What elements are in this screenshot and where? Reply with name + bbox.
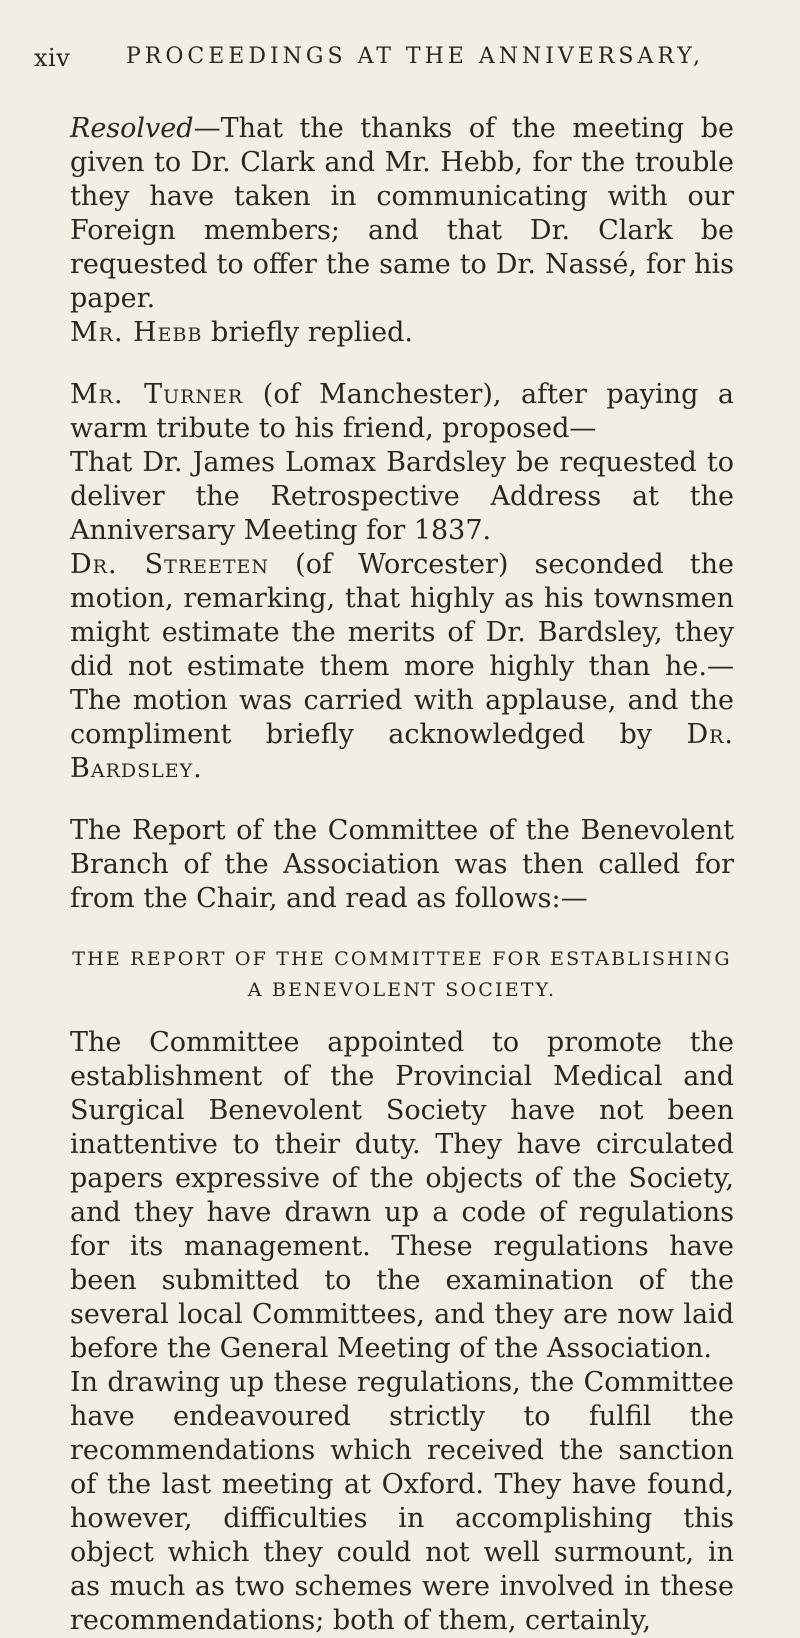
speaker-name: Dr. Bardsley [70, 719, 734, 784]
page-number: xiv [34, 44, 71, 72]
seconding-paragraph [70, 548, 734, 786]
section-heading [70, 944, 734, 1006]
page-header-title: PROCEEDINGS AT THE ANNIVERSARY, [126, 44, 704, 69]
paragraph-gap [70, 350, 734, 378]
reply-paragraph [70, 316, 734, 350]
running-header [34, 44, 734, 84]
speaker-name: Dr. Streeten [70, 549, 270, 580]
resolved-lead: Resolved [70, 113, 194, 144]
paragraph-gap [70, 916, 734, 944]
paragraph-gap [70, 786, 734, 814]
paragraph-gap [70, 1006, 734, 1026]
resolution-text: —That the thanks of the meeting be given to Dr. Clark and Mr. Hebb, for the trouble they have taken in communicating with our Foreign members; and that Dr. Clark be requested to offer the same to Dr. Nassé, for his paper. [70, 113, 734, 314]
sentence-end: . [193, 753, 202, 784]
proposal-text: (of Manchester), after paying a warm tribute to his friend, proposed— [70, 379, 735, 444]
report-paragraph: The Committee appointed to promote the establishment of the Provincial Medical and Surgical Benevolent Society have not been inattentive to their duty. They have circulated papers expressive of the objects of the Society, and they have drawn up a code of regulations for its management. These regulations have been submitted to the examination of the several local Committees, and they are now laid before the General Meeting of the Association. [70, 1027, 734, 1364]
report-intro-paragraph: The Report of the Committee of the Benevolent Branch of the Association was then called for from the Chair, and read as follows:— [70, 815, 734, 914]
speaker-name: Mr. Hebb [70, 317, 203, 348]
speaker-name: Mr. Turner [70, 379, 244, 410]
report-paragraph: In drawing up these regulations, the Committee have endeavoured strictly to fulfil the recommendations which received the sanction of the last meeting at Oxford. They have found, however, difficulties in accomplishing this object which they could not well surmount, in as much as two schemes were involved in these recommendations; both of them, certainly, [70, 1367, 734, 1636]
section-heading-line: A BENEVOLENT SOCIETY. [247, 979, 557, 1001]
section-heading-line: THE REPORT OF THE COMMITTEE FOR ESTABLISHING [72, 948, 732, 970]
reply-text: briefly replied. [202, 317, 413, 348]
proposal-paragraph [70, 378, 734, 446]
seconding-text: (of Worcester) seconded the motion, remarking, that highly as his townsmen might estimate the merits of Dr. Bardsley, they did not estimate them more highly than he.—The motion was carried with applause, and the compliment briefly acknowledged by [70, 549, 734, 750]
motion-paragraph: That Dr. James Lomax Bardsley be requested to deliver the Retrospective Address at the Anniversary Meeting for 1837. [70, 447, 734, 546]
resolution-paragraph [70, 112, 734, 316]
